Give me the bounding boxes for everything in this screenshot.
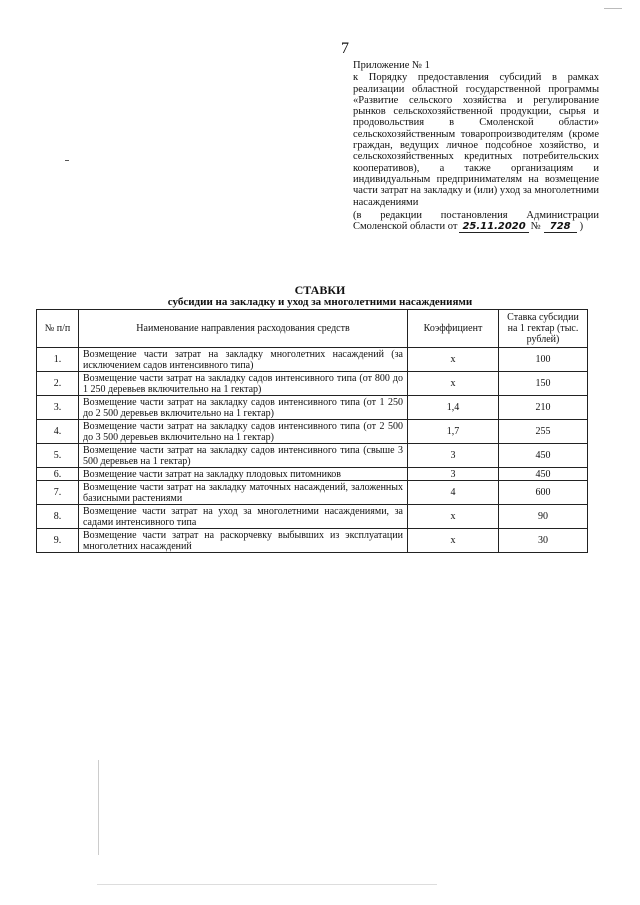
table-row [37,444,588,468]
header-coefficient: Коэффициент [408,310,499,348]
row-name: Возмещение части затрат на закладку плодовых питомников [79,468,408,481]
row-name: Возмещение части затрат на закладку маточных насаждений, заложенных базисными растениями [79,481,408,505]
row-coefficient: 3 [408,468,499,481]
edition-prefix: Смоленской области от [353,221,458,233]
edition-line-2 [353,221,599,233]
appendix-heading: Приложение № 1 [353,60,430,71]
row-num: 8. [37,505,79,529]
row-name: Возмещение части затрат на закладку садов интенсивного типа (от 800 до 1 250 деревьев включительно на 1 гектар) [79,372,408,396]
edition-date: 25.11.2020 [459,221,528,233]
scan-corner-mark [604,8,622,9]
row-coefficient: 1,4 [408,396,499,420]
row-num: 9. [37,529,79,553]
row-coefficient: x [408,505,499,529]
edition-close: ) [579,221,584,233]
row-rate: 150 [499,372,588,396]
row-num: 1. [37,348,79,372]
table-row [37,348,588,372]
row-num: 7. [37,481,79,505]
row-name: Возмещение части затрат на закладку садов интенсивного типа (свыше 3 500 деревьев на 1 гектар) [79,444,408,468]
header-rate: Ставка субсидии на 1 гектар (тыс. рублей) [499,310,588,348]
row-coefficient: 1,7 [408,420,499,444]
row-num: 5. [37,444,79,468]
row-coefficient: x [408,348,499,372]
table-row [37,505,588,529]
appendix-block [353,60,599,233]
header-name: Наименование направления расходования средств [79,310,408,348]
edition-number-label: № [530,221,541,233]
row-rate: 600 [499,481,588,505]
row-num: 3. [37,396,79,420]
document-title: СТАВКИ [294,283,346,297]
table-row [37,420,588,444]
table-header-row [37,310,588,348]
page-number: 7 [341,40,349,57]
row-rate: 450 [499,444,588,468]
row-rate: 255 [499,420,588,444]
table-row [37,481,588,505]
header-num: № п/п [37,310,79,348]
row-name: Возмещение части затрат на закладку многолетних насаждений (за исключением садов интенсивного типа) [79,348,408,372]
scan-margin-mark [65,160,69,161]
row-coefficient: x [408,372,499,396]
row-num: 4. [37,420,79,444]
scan-artifact-line [97,884,437,885]
row-name: Возмещение части затрат на закладку садов интенсивного типа (от 2 500 до 3 500 деревьев включительно на 1 гектар) [79,420,408,444]
row-rate: 450 [499,468,588,481]
table-row [37,529,588,553]
row-rate: 100 [499,348,588,372]
appendix-body: к Порядку предоставления субсидий в рамках реализации областной государственной программы «Развитие сельского хозяйства и регулирование рынков сельскохозяйственной продукции, сырья и продовольствия в Смоленской области» сельскохозяйственным товаропроизводителям (кроме граждан, ведущих личное подсобное хозяйство, и сельскохозяйственных кредитных потребительских кооперативов), а также организациям и индивидуальным предпринимателям на возмещение части затрат на закладку и (или) уход за многолетними [353,72,599,197]
row-rate: 30 [499,529,588,553]
row-coefficient: 4 [408,481,499,505]
row-coefficient: 3 [408,444,499,468]
appendix-body-last: насаждениями [353,196,419,208]
row-name: Возмещение части затрат на закладку садов интенсивного типа (от 1 250 до 2 500 деревьев включительно на 1 гектар) [79,396,408,420]
scan-artifact-line [98,760,99,855]
document-subtitle: субсидии на закладку и уход за многолетними насаждениями [167,296,473,308]
row-coefficient: x [408,529,499,553]
table-row [37,468,588,481]
row-name: Возмещение части затрат на уход за многолетними насаждениями, за садами интенсивного типа [79,505,408,529]
rates-table [36,309,588,553]
row-rate: 210 [499,396,588,420]
edition-line-1: (в редакции постановления Администрации [353,209,599,221]
table-row [37,396,588,420]
edition-number: 728 [544,221,577,233]
table-row [37,372,588,396]
row-name: Возмещение части затрат на раскорчевку выбывших из эксплуатации многолетних насаждений [79,529,408,553]
row-num: 2. [37,372,79,396]
row-rate: 90 [499,505,588,529]
row-num: 6. [37,468,79,481]
